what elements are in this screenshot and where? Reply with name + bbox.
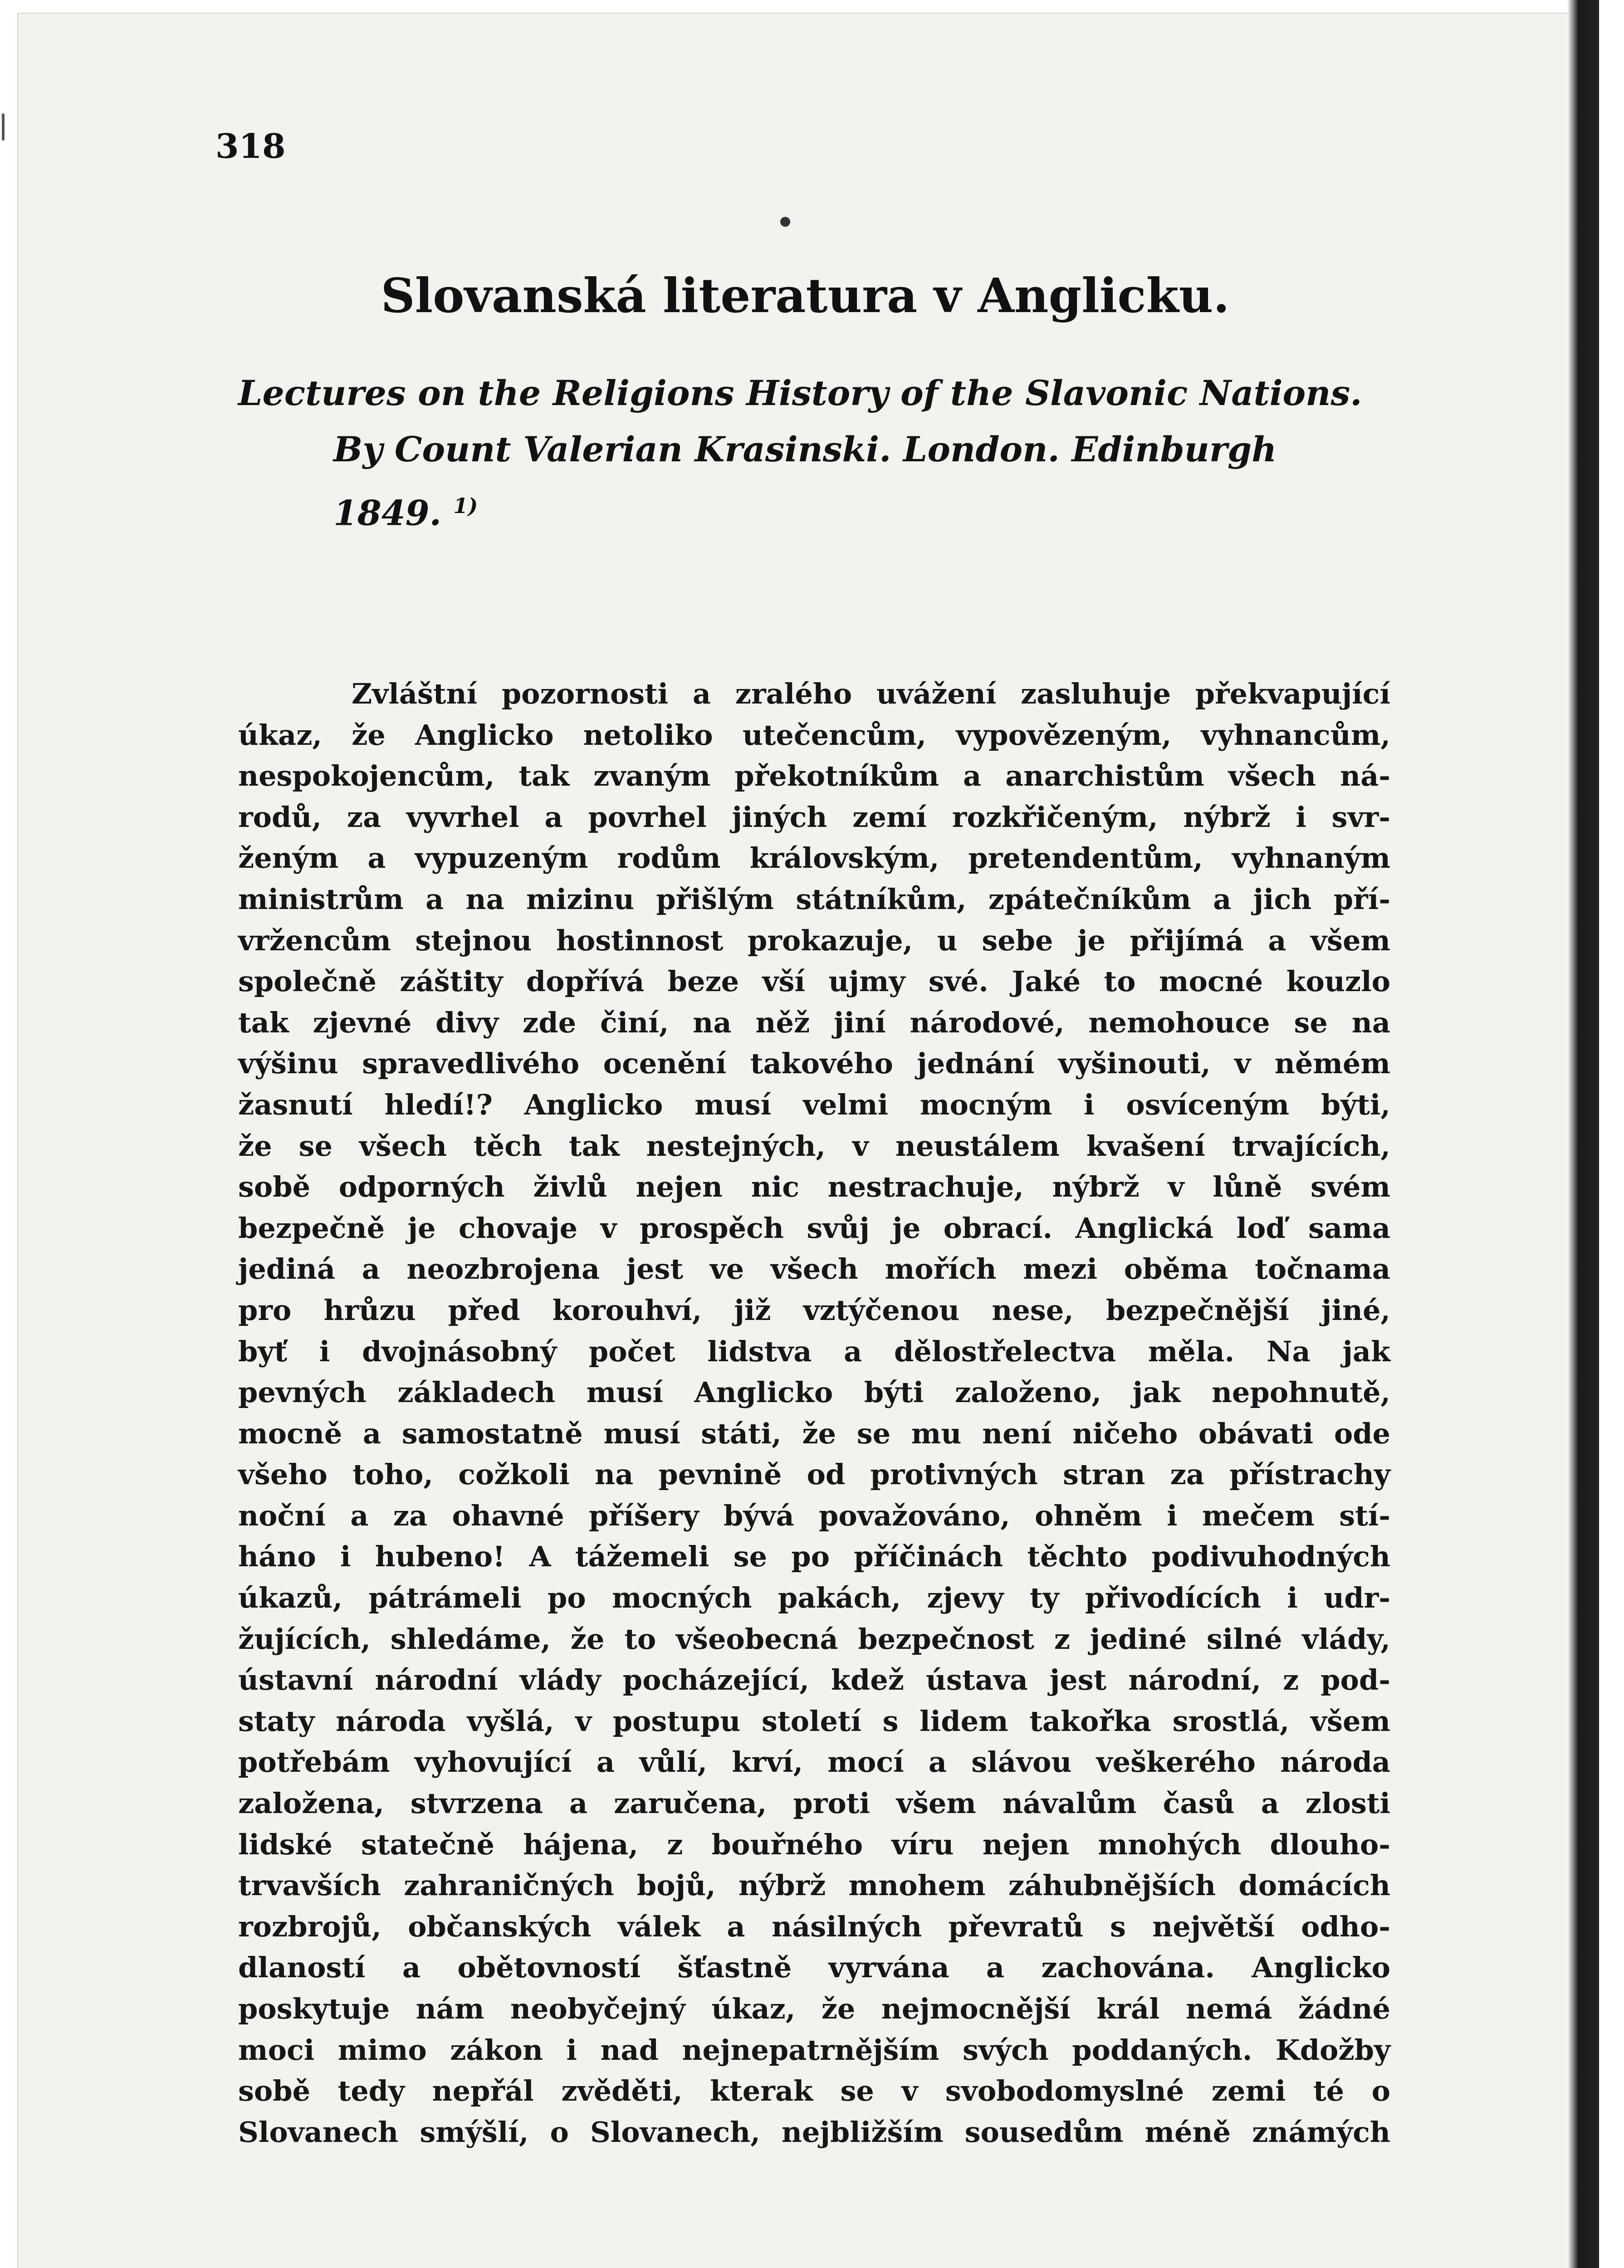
citation-year: 1849.	[333, 493, 441, 533]
text-line: potřebám vyhovující a vůlí, krví, mocí a slávou veškerého národa	[238, 1745, 1390, 1779]
citation-line: By Count Valerian Krasinski. London. Edinburgh	[333, 429, 1277, 469]
text-line: žasnutí hledí!? Anglicko musí velmi mocným i osvíceným býti,	[238, 1088, 1390, 1121]
text-line: pevných základech musí Anglicko býti založeno, jak nepohnutě,	[238, 1376, 1390, 1409]
text-line: společně záštity dopřívá beze vší ujmy své. Jaké to mocné kouzlo	[238, 965, 1390, 998]
text-line: sobě odporných živlů nejen nic nestrachuje, nýbrž v lůně svém	[238, 1170, 1390, 1204]
text-line: všeho toho, cožkoli na pevnině od protivných stran za přístrachy	[238, 1458, 1390, 1491]
text-line: tak zjevné divy zde činí, na něž jiní národové, nemohouce se na	[238, 1006, 1390, 1039]
print-speck	[2, 113, 5, 141]
print-speck	[780, 217, 790, 227]
text-line: trvavších zahraničných bojů, nýbrž mnohem záhubnějších domácích	[238, 1869, 1390, 1902]
page-title: Slovanská literatura v Anglicku.	[381, 268, 1230, 323]
citation-line	[238, 478, 1390, 541]
text-line: staty národa vyšlá, v postupu století s lidem takořka srostlá, všem	[238, 1704, 1390, 1738]
book-citation	[238, 365, 1390, 541]
text-line: Zvláštní pozornosti a zralého uvážení zasluhuje překvapující	[352, 677, 1390, 710]
text-line: poskytuje nám neobyčejný úkaz, že nejmocnější král nemá žádné	[238, 1992, 1390, 2025]
scan-edge	[1567, 0, 1599, 2268]
page-number: 318	[215, 127, 286, 166]
text-line: úkaz, že Anglicko netoliko utečencům, vypovězeným, vyhnancům,	[238, 718, 1390, 752]
footnote-reference: 1)	[453, 494, 478, 518]
text-line: bezpečně je chovaje v prospěch svůj je obrací. Anglická loď sama	[238, 1211, 1390, 1245]
text-line: lidské statečně hájena, z bouřného víru nejen mnohých dlouho-	[238, 1828, 1390, 1861]
text-line: mocně a samostatně musí státi, že se mu není ničeho obávati ode	[238, 1417, 1390, 1450]
text-line: byť i dvojnásobný počet lidstva a dělostřelectva měla. Na jak	[238, 1334, 1390, 1368]
text-line: sobě tedy nepřál zvěděti, kterak se v svobodomyslné zemi té o	[238, 2074, 1390, 2108]
text-line: ženým a vypuzeným rodům královským, pretendentům, vyhnaným	[238, 841, 1390, 875]
text-line: úkazů, pátrámeli po mocných pakách, zjevy ty přivodících i udr-	[238, 1581, 1390, 1615]
text-line: výšinu spravedlivého ocenění takového jednání vyšinouti, v němém	[238, 1047, 1390, 1080]
text-line: dlaností a obětovností šťastně vyrvána a zachována. Anglicko	[238, 1951, 1390, 1984]
text-line: rozbrojů, občanských válek a násilných převratů s největší odho-	[238, 1910, 1390, 1943]
text-line: jediná a neozbrojena jest ve všech mořích mezi oběma točnama	[238, 1252, 1390, 1286]
body-paragraph	[238, 674, 1390, 2153]
text-line: pro hrůzu před korouhví, již vztýčenou nese, bezpečnější jiné,	[238, 1293, 1390, 1327]
text-line: moci mimo zákon i nad nejnepatrnějším svých poddaných. Kdožby	[238, 2033, 1390, 2067]
text-line: rodů, za vyvrhel a povrhel jiných zemí rozkřičeným, nýbrž i svr-	[238, 800, 1390, 834]
text-line: nespokojencům, tak zvaným překotníkům a anarchistům všech ná-	[238, 759, 1390, 793]
text-line: že se všech těch tak nestejných, v neustálem kvašení trvajících,	[238, 1129, 1390, 1163]
text-line: vržencům stejnou hostinnost prokazuje, u sebe je přijímá a všem	[238, 924, 1390, 957]
citation-line: Lectures on the Religions History of the Slavonic Nations.	[238, 373, 1362, 413]
text-line: ústavní národní vlády pocházející, kdež ústava jest národní, z pod-	[238, 1663, 1390, 1697]
text-line: založena, stvrzena a zaručena, proti všem návalům časů a zlosti	[238, 1787, 1390, 1820]
text-line: noční a za ohavné příšery bývá považováno, ohněm i mečem stí-	[238, 1499, 1390, 1532]
text-line: háno i hubeno! A tážemeli se po příčinách těchto podivuhodných	[238, 1540, 1390, 1574]
text-line: ministrům a na mizinu přišlým státníkům, zpátečníkům a jich pří-	[238, 882, 1390, 916]
text-line: žujících, shledáme, že to všeobecná bezpečnost z jediné silné vlády,	[238, 1622, 1390, 1656]
text-line: Slovanech smýšlí, o Slovanech, nejbližším sousedům méně známých	[238, 2115, 1390, 2149]
